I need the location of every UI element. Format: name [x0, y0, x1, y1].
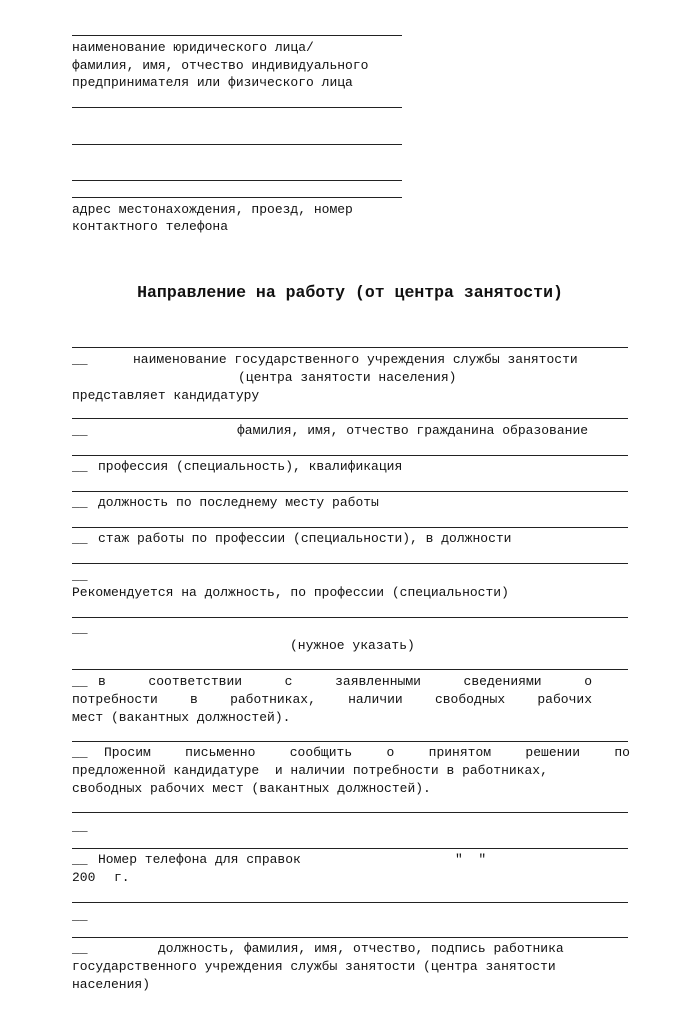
blank-marker: __ [72, 495, 88, 510]
blank-marker: __ [72, 423, 88, 438]
blank-marker: __ [72, 819, 88, 834]
blank-marker: __ [72, 745, 88, 760]
last-position-line [72, 491, 628, 492]
according-line-1: в соответствии с заявленными сведениями о [98, 674, 592, 689]
phone-label: Номер телефона для справок [98, 852, 301, 867]
according-line-3: мест (вакантных должностей). [72, 710, 291, 725]
blank-marker: __ [72, 852, 88, 867]
header-blank-line-3 [72, 180, 402, 181]
address-label-2: контактного телефона [72, 219, 229, 234]
request-line-3: свободных рабочих мест (вакантных должностей). [72, 781, 431, 796]
quote-marks: " " [455, 852, 487, 867]
signature-line [72, 937, 628, 938]
blank-line-1 [72, 812, 628, 813]
profession-line [72, 455, 628, 456]
last-position-label: должность по последнему месту работы [98, 495, 379, 510]
employment-center-line [72, 347, 628, 348]
header-blank-line-1 [72, 107, 402, 108]
address-line [72, 197, 402, 198]
blank-marker: __ [72, 908, 88, 923]
specify-label: (нужное указать) [290, 638, 415, 653]
page-title: Направление на работу (от центра занятости) [137, 283, 563, 302]
request-line [72, 741, 628, 742]
blank-marker: __ [72, 674, 88, 689]
citizen-name-label: фамилия, имя, отчество гражданина образование [237, 423, 589, 438]
org-label-1: наименование юридического лица/ [72, 40, 314, 55]
blank-marker: __ [72, 941, 88, 956]
blank-line-2 [72, 902, 628, 903]
recommended-line [72, 563, 628, 564]
blank-marker: __ [72, 568, 88, 583]
blank-marker: __ [72, 352, 88, 367]
request-line-1: Просим письменно сообщить о принятом решении по [104, 745, 630, 760]
experience-line [72, 527, 628, 528]
request-line-2: предложенной кандидатуре и наличии потребности в работниках, [72, 763, 548, 778]
org-label-3: предпринимателя или физического лица [72, 75, 353, 90]
experience-label: стаж работы по профессии (специальности), в должности [98, 531, 512, 546]
header-blank-line-2 [72, 144, 402, 145]
address-label-1: адрес местонахождения, проезд, номер [72, 202, 353, 217]
according-line [72, 669, 628, 670]
presents-candidate: представляет кандидатуру [72, 388, 260, 403]
citizen-name-line [72, 418, 628, 419]
org-name-line [72, 35, 402, 36]
signature-line-3: населения) [72, 977, 151, 992]
year-suffix: г. [114, 870, 130, 885]
signature-line-2: государственного учреждения службы занятости (центра занятости [72, 959, 556, 974]
according-line-2: потребности в работниках, наличии свободных рабочих [72, 692, 592, 707]
recommended-label: Рекомендуется на должность, по профессии (специальности) [72, 585, 509, 600]
profession-label: профессия (специальность), квалификация [98, 459, 403, 474]
employment-center-label-2: (центра занятости населения) [238, 370, 457, 385]
blank-marker: __ [72, 531, 88, 546]
org-label-2: фамилия, имя, отчество индивидуального [72, 58, 369, 73]
employment-center-label: наименование государственного учреждения службы занятости [133, 352, 578, 367]
phone-line [72, 848, 628, 849]
specify-line [72, 617, 628, 618]
year-prefix: 200 [72, 870, 96, 885]
signature-line-1: должность, фамилия, имя, отчество, подпись работника [158, 941, 564, 956]
blank-marker: __ [72, 621, 88, 636]
blank-marker: __ [72, 459, 88, 474]
